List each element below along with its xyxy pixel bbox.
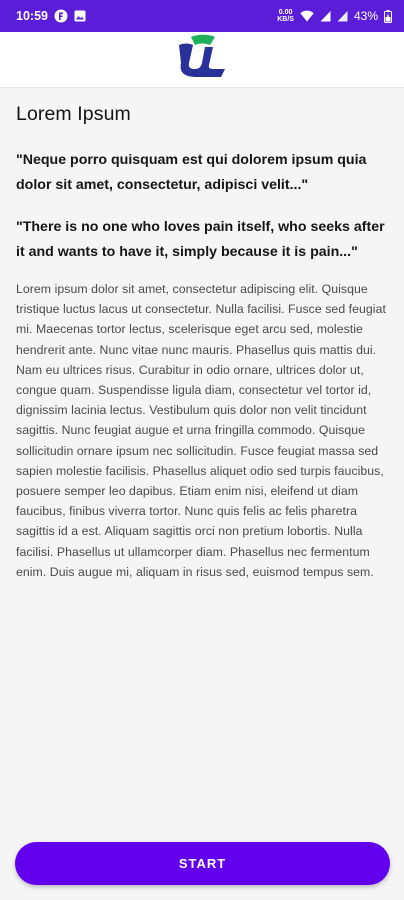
start-button[interactable]: START — [15, 842, 390, 885]
f-app-icon — [54, 9, 68, 23]
battery-percentage: 43% — [353, 9, 378, 23]
app-header — [0, 32, 404, 88]
app-logo — [175, 33, 229, 86]
signal-icon — [337, 10, 348, 22]
data-speed-value: 0.00 — [278, 9, 293, 16]
status-left — [16, 9, 86, 23]
battery-icon — [384, 10, 392, 23]
status-right — [277, 9, 392, 23]
status-bar — [0, 0, 404, 32]
main-content — [16, 103, 390, 582]
wifi-icon — [300, 10, 314, 22]
quote-text: "Neque porro quisquam est qui dolorem ipsum quia dolor sit amet, consectetur, adipisci velit..." — [16, 152, 367, 193]
data-speed-unit: KB/S — [277, 16, 294, 23]
signal-icon — [320, 10, 331, 22]
data-speed-indicator — [277, 9, 294, 23]
image-icon — [74, 10, 86, 22]
body-paragraph: Lorem ipsum dolor sit amet, consectetur adipiscing elit. Quisque tristique luctus lacus ut consectetur. Nulla facilisi. Fusce sed feugiat mi. Maecenas tortor lectus, scelerisque eget arcu sed, molestie hendrerit ante. Nunc vitae nunc mauris. Phasellus quis mattis dui. Nam eu ultrices risus. Curabitur in odio ornare, ultrices dolor ut, congue quam. Suspendisse ligula diam, consectetur vel tortor id, dignissim lacinia lectus. Vestibulum quis dolor non velit tincidunt sagittis. Nunc feugiat augue et urna fringilla commodo. Quisque sollicitudin ornare ipsum nec sollicitudin. Fusce feugiat massa sed sapien molestie facilisis. Phasellus aliquet odio sed turpis faucibus, posuere semper leo dapibus. Etiam enim nisi, eleifend ut diam faucibus, finibus viverra tortor. Nunc quis felis ac felis pharetra sagittis id a est. Aliquam sagittis orci non pretium lobortis. Nulla facilisi. Phasellus ut ullamcorper diam. Phasellus nec fermentum enim. Duis augue mi, aliquam in risus sed, euismod tempus sem. — [16, 282, 386, 579]
page-title: Lorem Ipsum — [16, 103, 131, 125]
quote-text: "There is no one who loves pain itself, who seeks after it and wants to have it, simply because it is pain..." — [16, 219, 385, 260]
status-time: 10:59 — [16, 9, 48, 23]
